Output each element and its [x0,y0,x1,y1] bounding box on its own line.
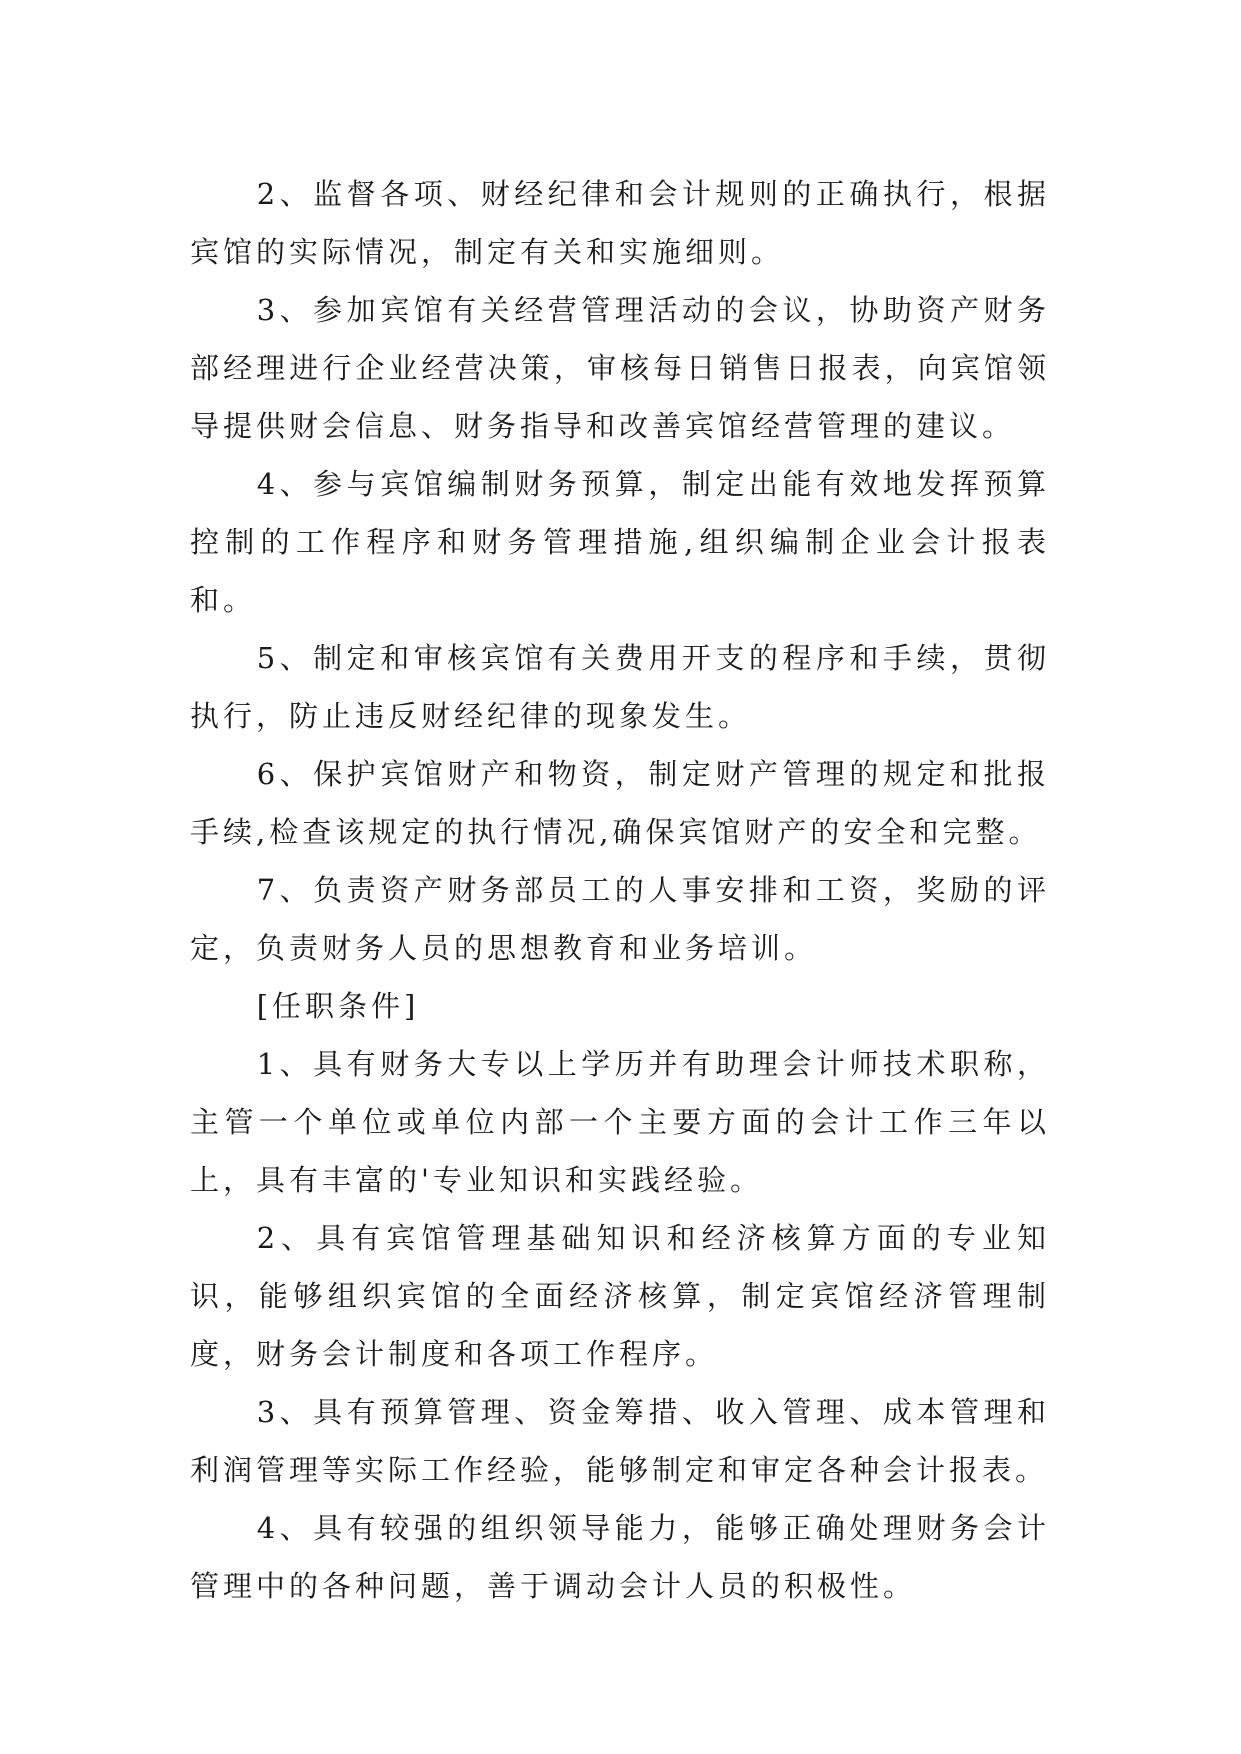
paragraph-qualification-1: 1、具有财务大专以上学历并有助理会计师技术职称，主管一个单位或单位内部一个主要方面的会计工作三年以上，具有丰富的'专业知识和实践经验。 [190,1047,1050,1197]
paragraph-duty-4: 4、参与宾馆编制财务预算，制定出能有效地发挥预算控制的工作程序和财务管理措施,组织编制企业会计报表和。 [190,467,1050,617]
paragraph-duty-3: 3、参加宾馆有关经营管理活动的会议，协助资产财务部经理进行企业经营决策，审核每日销售日报表，向宾馆领导提供财会信息、财务指导和改善宾馆经营管理的建议。 [190,293,1050,443]
paragraph-duty-2: 2、监督各项、财经纪律和会计规则的正确执行，根据宾馆的实际情况，制定有关和实施细则。 [190,177,1050,269]
paragraph-duty-5: 5、制定和审核宾馆有关费用开支的程序和手续，贯彻执行，防止违反财经纪律的现象发生。 [190,641,1050,733]
paragraph-duty-7: 7、负责资产财务部员工的人事安排和工资，奖励的评定，负责财务人员的思想教育和业务培训。 [190,873,1050,965]
paragraph-duty-6: 6、保护宾馆财产和物资，制定财产管理的规定和批报手续,检查该规定的执行情况,确保宾馆财产的安全和完整。 [190,757,1050,849]
paragraph-qualification-2: 2、具有宾馆管理基础知识和经济核算方面的专业知识，能够组织宾馆的全面经济核算，制定宾馆经济管理制度，财务会计制度和各项工作程序。 [190,1221,1050,1371]
section-heading-qualifications: [任职条件] [256,989,420,1023]
paragraph-qualification-3: 3、具有预算管理、资金筹措、收入管理、成本管理和利润管理等实际工作经验，能够制定和审定各种会计报表。 [190,1395,1050,1487]
document-body [190,165,1050,1615]
paragraph-qualification-4: 4、具有较强的组织领导能力，能够正确处理财务会计管理中的各种问题，善于调动会计人员的积极性。 [190,1511,1050,1603]
